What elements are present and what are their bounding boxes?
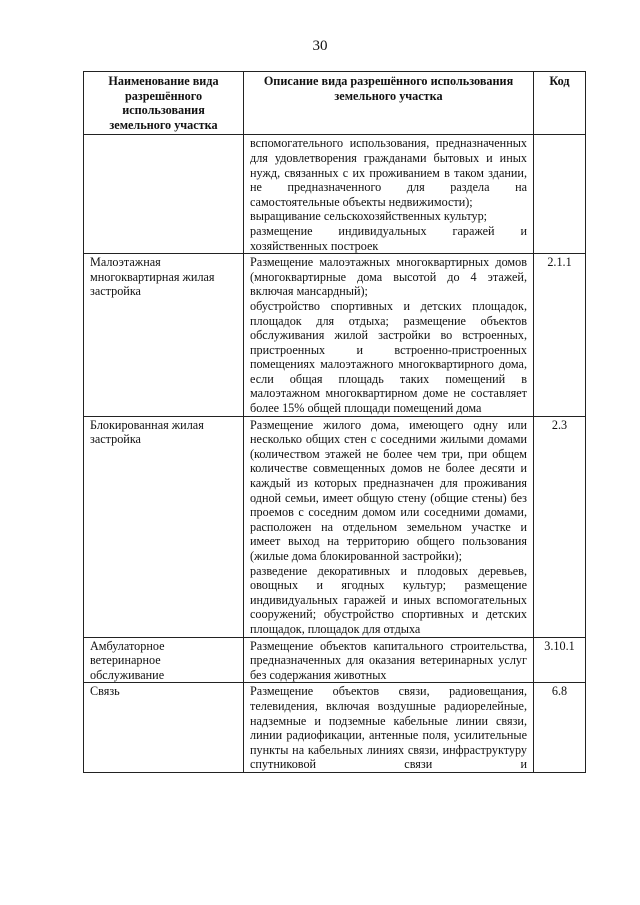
- row-code: 6.8: [534, 683, 586, 773]
- table-row: [84, 683, 586, 773]
- description-paragraph: Размещение малоэтажных многоквартирных домов (многоквартирные дома высотой до 4 этажей, включая мансардный);: [250, 255, 527, 299]
- table-row: [84, 416, 586, 637]
- row-code: 3.10.1: [534, 637, 586, 683]
- row-name: Связь: [84, 683, 244, 773]
- row-name: Амбулаторное ветеринарное обслуживание: [84, 637, 244, 683]
- description-paragraph: размещение индивидуальных гаражей и хозяйственных построек: [250, 223, 527, 253]
- row-code: 2.3: [534, 416, 586, 637]
- description-paragraph: вспомогательного использования, предназначенных для удовлетворения гражданами бытовых и иных нужд, связанных с их проживанием в таком здании, не предназначенного для раздела на самостоятельные объекты недвижимости);: [250, 136, 527, 209]
- header-name: Наименование вида разрешённого использования земельного участка: [84, 72, 244, 135]
- row-code: 2.1.1: [534, 254, 586, 417]
- row-description: [244, 254, 534, 417]
- land-use-table: [83, 71, 586, 773]
- page-number: 30: [312, 38, 328, 54]
- row-name: Блокированная жилая застройка: [84, 416, 244, 637]
- description-paragraph: разведение декоративных и плодовых деревьев, овощных и ягодных культур; размещение индивидуальных гаражей и иных вспомогательных сооружений; обустройство спортивных и детских площадок, площадок для отдыха: [250, 563, 527, 636]
- row-code: [534, 135, 586, 254]
- description-paragraph: выращивание сельскохозяйственных культур;: [250, 209, 488, 224]
- description-paragraph: Размещение жилого дома, имеющего одну или несколько общих стен с соседними жилыми домами (количеством этажей не более чем три, при общем количестве совмещенных домов не более десяти и каждый из которых предназначен для проживания одной семьи, имеет общую стену (общие стены) без проемов с соседним домом или соседними домами, расположен на отдельном земельном участке и имеет выход на территорию общего пользования (жилые дома блокированной застройки);: [250, 417, 527, 563]
- table-row: [84, 637, 586, 683]
- row-description: [244, 683, 534, 773]
- description-paragraph: Размещение объектов капитального строительства, предназначенных для оказания ветеринарных услуг без содержания животных: [250, 638, 527, 682]
- row-name: [84, 135, 244, 254]
- table-row: [84, 135, 586, 254]
- row-description: [244, 135, 534, 254]
- header-code: Код: [534, 72, 586, 135]
- table-row: [84, 254, 586, 417]
- description-paragraph: Размещение объектов связи, радиовещания, телевидения, включая воздушные радиорелейные, надземные и подземные кабельные линии связи, линии радиофикации, антенные поля, усилительные пункты на кабельных линиях связи, инфраструктуру спутниковой связи и: [250, 684, 527, 772]
- description-paragraph: обустройство спортивных и детских площадок, площадок для отдыха; размещение объектов обслуживания жилой застройки во встроенных, пристроенных и встроенно-пристроенных помещениях малоэтажного многоквартирного дома, если общая площадь таких помещений в малоэтажном многоквартирном доме не составляет более 15% общей площади помещений дома: [250, 298, 527, 416]
- row-description: [244, 416, 534, 637]
- table-header-row: [84, 72, 586, 135]
- header-description: Описание вида разрешённого использования земельного участка: [244, 72, 534, 135]
- row-description: [244, 637, 534, 683]
- row-name: Малоэтажная многоквартирная жилая застройка: [84, 254, 244, 417]
